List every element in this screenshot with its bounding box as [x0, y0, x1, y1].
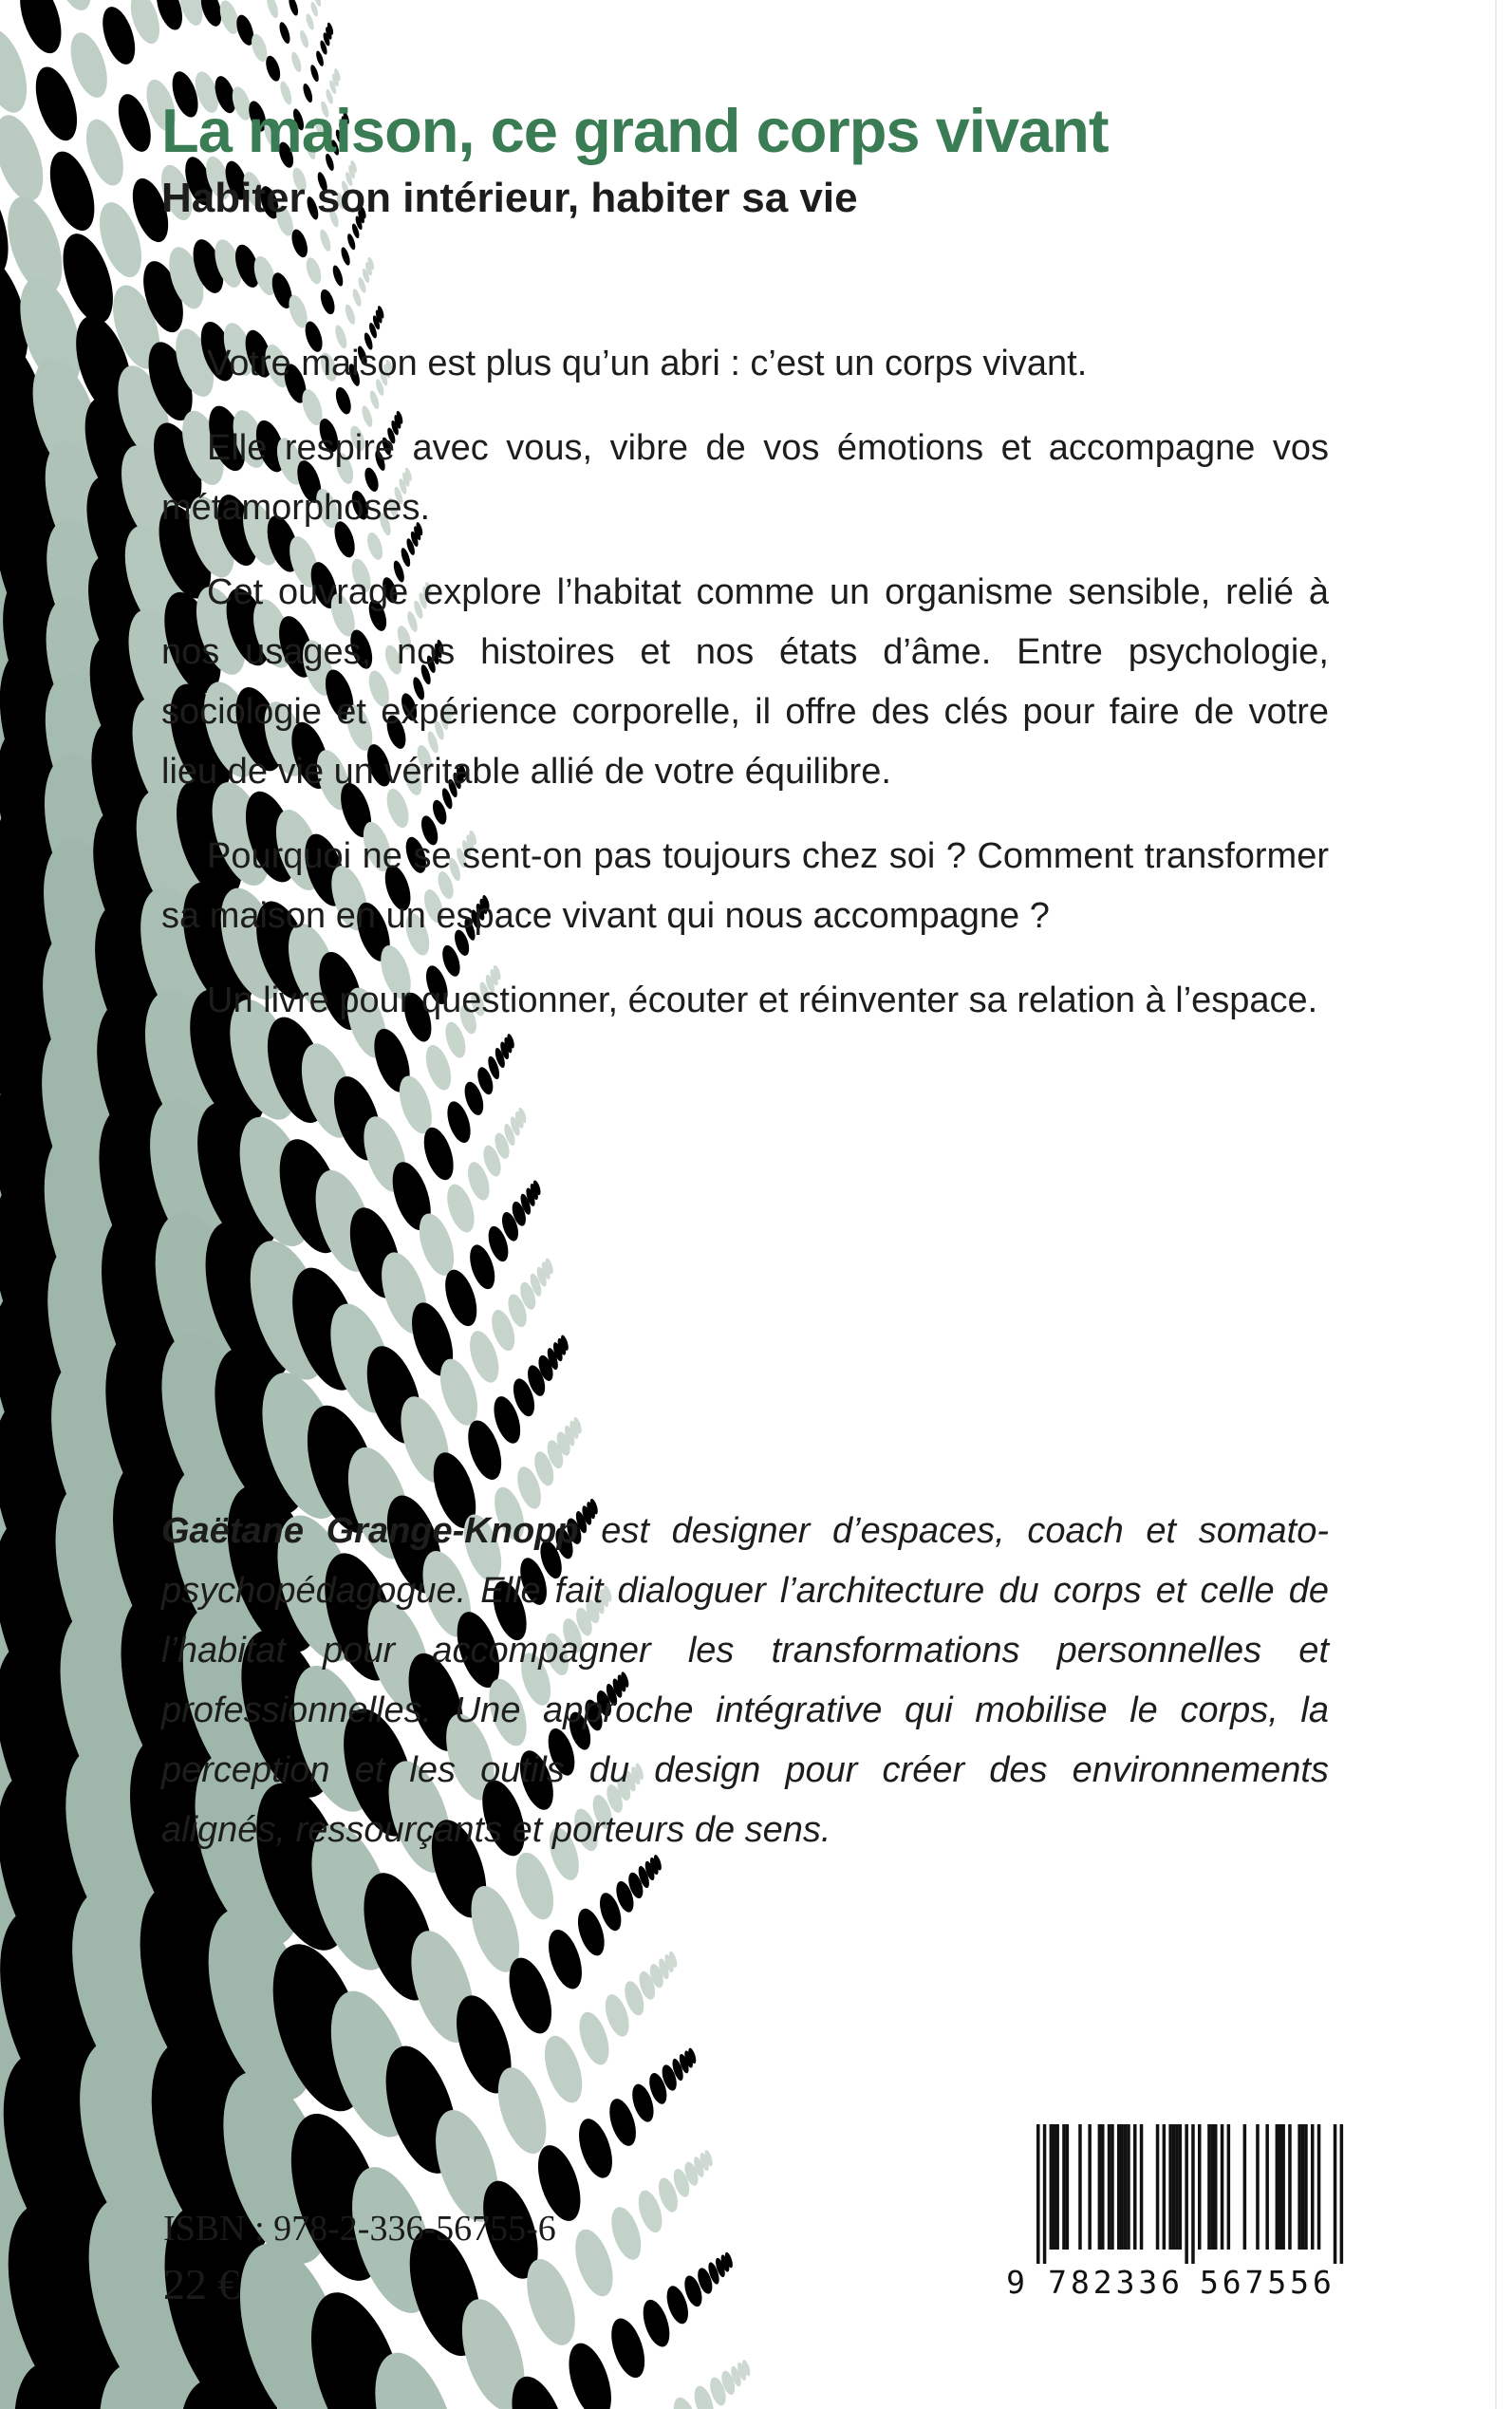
barcode-bar	[1221, 2124, 1224, 2250]
pattern-dot	[605, 2314, 651, 2381]
barcode-digit: 6	[1222, 2264, 1241, 2301]
barcode-bar	[1133, 2124, 1137, 2250]
barcode-bar	[1140, 2124, 1144, 2250]
paragraph-2: Elle respire avec vous, vibre de vos émotions et accompagne vos métamorphoses.	[161, 428, 1329, 528]
author-bio	[161, 1502, 1329, 1860]
barcode-digit: 6	[1312, 2264, 1332, 2301]
barcode-bar	[1050, 2124, 1054, 2250]
barcode-bar	[1175, 2124, 1179, 2250]
barcode-bar	[1036, 2124, 1040, 2264]
barcode-bar	[1276, 2124, 1279, 2250]
barcode-bar	[1198, 2124, 1202, 2250]
barcode-digit: 3	[1138, 2264, 1158, 2301]
paragraph-5: Un livre pour questionner, écouter et réinventer sa relation à l’espace.	[207, 980, 1318, 1020]
paragraph-1: Votre maison est plus qu’un abri : c’est un corps vivant.	[207, 344, 1088, 383]
book-title: La maison, ce grand corps vivant	[161, 96, 1109, 165]
pattern-dot	[305, 13, 316, 31]
barcode-bar	[1117, 2124, 1121, 2250]
barcode-bar	[1124, 2124, 1128, 2250]
barcode-bar	[1279, 2124, 1282, 2250]
barcode-bar	[1214, 2124, 1218, 2250]
barcode-bar	[1207, 2124, 1211, 2250]
barcode-bar	[1334, 2124, 1337, 2264]
barcode-bar	[1340, 2124, 1344, 2264]
pattern-dot	[344, 303, 357, 326]
pattern-dot	[287, 0, 300, 17]
barcode-bar	[1120, 2124, 1124, 2250]
barcode-bar	[1127, 2124, 1130, 2250]
paragraph-4: Pourquoi ne se sent-on pas toujours chez soi ? Comment transformer sa maison en un espace vivant qui nous accompagne ?	[161, 836, 1329, 936]
barcode-digit: 7	[1048, 2264, 1068, 2301]
barcode-digit: 9	[1006, 2264, 1025, 2301]
barcode-bar	[1078, 2124, 1082, 2250]
barcode-digit: 2	[1092, 2264, 1112, 2301]
pattern-dot	[0, 23, 36, 118]
barcode-bar	[1304, 2124, 1308, 2250]
barcode-digit: 7	[1244, 2264, 1264, 2301]
author-bio-text: est designer d’espaces, coach et somato-psychopédagogue. Elle fait dialoguer l’architecture du corps et celle de l’habitat pour accompagner les transformations personnelles et professionnelles. Une approche intégrative qui mobilise le corps, la perception et les outils du design pour créer des environnements alignés, ressourçants et porteurs de sens.	[161, 1511, 1329, 1850]
barcode-bar	[1111, 2124, 1114, 2250]
pattern-dot	[12, 0, 69, 58]
barcode-digit: 8	[1070, 2264, 1090, 2301]
barcode-bar	[1088, 2124, 1092, 2250]
barcode-digit: 5	[1290, 2264, 1310, 2301]
pattern-dot	[331, 264, 345, 287]
pattern-dot	[265, 0, 281, 19]
barcode-bar	[1066, 2124, 1070, 2250]
isbn-text: ISBN : 978-2-336-56755-6	[163, 2209, 556, 2249]
pattern-dot	[561, 2338, 620, 2409]
barcode-bar	[1168, 2124, 1172, 2250]
pattern-dot	[289, 51, 303, 74]
pattern-dot	[537, 2031, 589, 2107]
barcode-digit: 5	[1267, 2264, 1287, 2301]
barcode-bar	[1156, 2124, 1160, 2250]
barcode-bar	[1185, 2124, 1188, 2264]
author-name: Gaëtane Grange-Knopp	[161, 1511, 602, 1551]
back-cover-text	[161, 334, 1329, 1055]
barcode-bar	[1288, 2124, 1292, 2250]
barcode-bar	[1297, 2124, 1301, 2250]
barcode-bar	[1043, 2124, 1047, 2264]
pattern-dot	[318, 288, 337, 316]
barcode-bar	[1101, 2124, 1105, 2250]
pattern-dot	[308, 64, 320, 83]
barcode-bar	[1211, 2124, 1215, 2250]
barcode-bar	[1265, 2124, 1269, 2250]
barcode-bar	[1163, 2124, 1167, 2250]
barcode-bar	[1243, 2124, 1247, 2250]
barcode-bar	[1108, 2124, 1111, 2250]
pattern-dot	[340, 246, 352, 266]
barcode-bar	[1311, 2124, 1315, 2250]
barcode-bar	[1301, 2124, 1305, 2250]
barcode-bar	[1179, 2124, 1183, 2250]
ean13-barcode	[987, 2088, 1386, 2316]
book-subtitle: Habiter son intérieur, habiter sa vie	[161, 175, 858, 221]
barcode-digit: 5	[1199, 2264, 1219, 2301]
barcode-bar	[1317, 2124, 1321, 2250]
barcode-bar	[1062, 2124, 1066, 2250]
page-edge-line	[1495, 0, 1497, 2409]
pattern-dot	[304, 255, 325, 286]
pattern-dot	[568, 2225, 620, 2301]
barcode-bar	[1227, 2124, 1231, 2250]
barcode-bar	[1191, 2124, 1195, 2264]
barcode-bar	[1053, 2124, 1056, 2250]
barcode-digit: 3	[1115, 2264, 1135, 2301]
pattern-dot	[351, 288, 364, 308]
pattern-dot	[318, 228, 333, 252]
paragraph-3: Cet ouvrage explore l’habitat comme un organisme sensible, relié à nos usages, nos histoires et nos états d’âme. Entre psychologie, sociologie et expérience corporelle, il offre des clés pour faire de votre lieu de vie un véritable allié de votre équilibre.	[161, 572, 1329, 792]
pattern-dot	[277, 21, 292, 45]
barcode-bar	[1172, 2124, 1176, 2250]
price-text: 22 €	[163, 2260, 240, 2308]
barcode-bar	[1055, 2124, 1059, 2250]
barcode-bar	[1256, 2124, 1260, 2250]
barcode-digit: 6	[1161, 2264, 1181, 2301]
pattern-dot	[298, 29, 310, 49]
barcode-bar	[1281, 2124, 1285, 2250]
barcode-bar	[1098, 2124, 1102, 2250]
pattern-dot	[0, 109, 52, 207]
